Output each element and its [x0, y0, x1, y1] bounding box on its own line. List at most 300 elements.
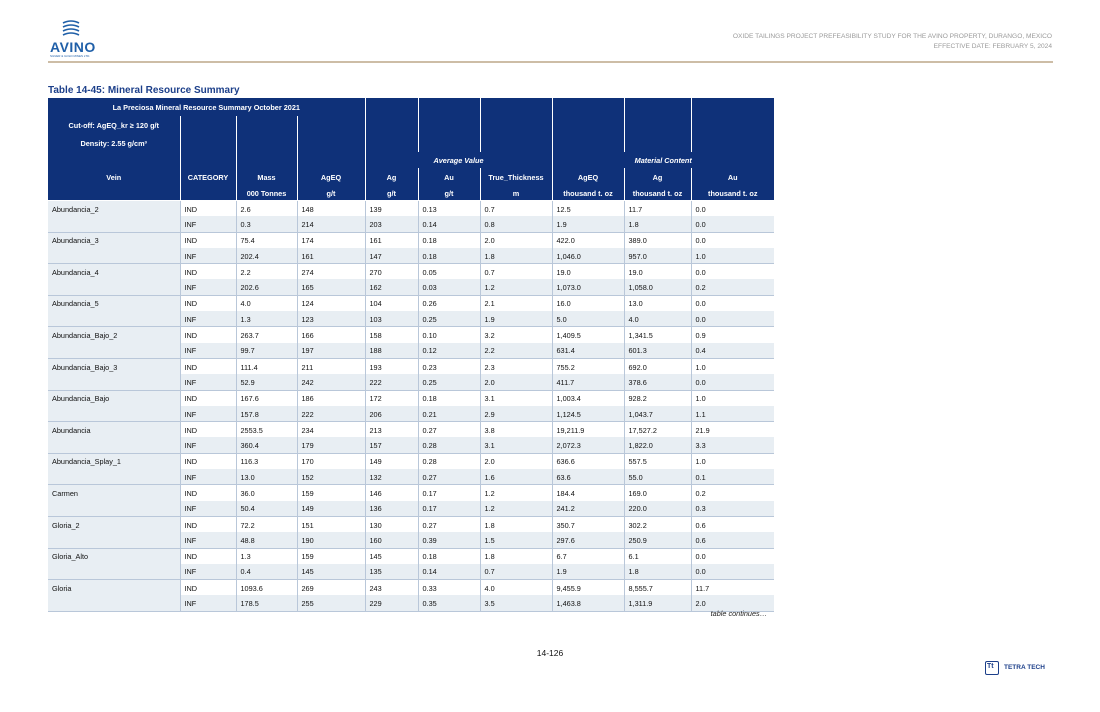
cell-ag-content: 601.3 — [624, 343, 691, 359]
col-header-mass: Mass — [236, 168, 297, 186]
table-row — [48, 548, 774, 564]
cell-thickness: 1.2 — [480, 279, 552, 295]
cell-au-content: 0.6 — [691, 516, 774, 532]
cell-thickness: 3.2 — [480, 327, 552, 343]
cell-au-content: 2.0 — [691, 595, 774, 611]
vein-name: Abundancia_2 — [48, 201, 180, 217]
cell-ageq-content: 19,211.9 — [552, 422, 624, 438]
cell-au-content: 0.0 — [691, 264, 774, 280]
cell-thickness: 4.0 — [480, 580, 552, 596]
cell-category: IND — [180, 485, 236, 501]
cell-mass: 2553.5 — [236, 422, 297, 438]
cell-ag-content: 557.5 — [624, 453, 691, 469]
vein-name: Abundancia — [48, 422, 180, 438]
document-header — [733, 32, 1052, 51]
cell-ag-content: 4.0 — [624, 311, 691, 327]
cell-ag: 158 — [365, 327, 418, 343]
cell-ag-content: 17,527.2 — [624, 422, 691, 438]
cell-ag: 243 — [365, 580, 418, 596]
table-row — [48, 564, 774, 580]
cell-mass: 360.4 — [236, 437, 297, 453]
cell-au-content: 21.9 — [691, 422, 774, 438]
table-row — [48, 422, 774, 438]
cell-au-content: 0.0 — [691, 311, 774, 327]
cell-category: INF — [180, 595, 236, 611]
page-number: 14-126 — [536, 648, 564, 658]
unit-thickness: m — [480, 186, 552, 201]
cell-au-content: 1.0 — [691, 390, 774, 406]
unit-au-content: thousand t. oz — [691, 186, 774, 201]
cell-mass: 52.9 — [236, 374, 297, 390]
cell-category: IND — [180, 422, 236, 438]
col-header-vein: Vein — [48, 168, 180, 186]
cell-au-content: 1.1 — [691, 406, 774, 422]
vein-name-empty — [48, 501, 180, 517]
cell-ageq-content: 1,409.5 — [552, 327, 624, 343]
cell-ageq-content: 241.2 — [552, 501, 624, 517]
cell-thickness: 2.0 — [480, 374, 552, 390]
cell-au-content: 1.0 — [691, 248, 774, 264]
cell-ageq-content: 19.0 — [552, 264, 624, 280]
cell-au-content: 1.0 — [691, 453, 774, 469]
cell-ageq-content: 184.4 — [552, 485, 624, 501]
cell-ageq-content: 1,073.0 — [552, 279, 624, 295]
cell-ag: 206 — [365, 406, 418, 422]
vein-name-empty — [48, 532, 180, 548]
table-row — [48, 390, 774, 406]
cell-ageq-content: 1,046.0 — [552, 248, 624, 264]
cell-au: 0.17 — [418, 501, 480, 517]
cell-thickness: 3.8 — [480, 422, 552, 438]
vein-name-empty — [48, 374, 180, 390]
cell-au: 0.27 — [418, 516, 480, 532]
cell-au-content: 0.1 — [691, 469, 774, 485]
header-rule — [48, 61, 1053, 63]
cell-ag-content: 389.0 — [624, 232, 691, 248]
cell-ageq-content: 1,003.4 — [552, 390, 624, 406]
cell-ag: 136 — [365, 501, 418, 517]
cell-ageq: 170 — [297, 453, 365, 469]
table-row — [48, 437, 774, 453]
cell-ageq: 190 — [297, 532, 365, 548]
cell-mass: 167.6 — [236, 390, 297, 406]
col-header-ageq-content: AgEQ — [552, 168, 624, 186]
header-line-2: EFFECTIVE DATE: FEBRUARY 5, 2024 — [933, 42, 1052, 50]
cell-au-content: 0.0 — [691, 295, 774, 311]
cell-thickness: 0.7 — [480, 201, 552, 217]
table-row — [48, 485, 774, 501]
cell-au: 0.10 — [418, 327, 480, 343]
cell-category: IND — [180, 453, 236, 469]
density-label: Density: 2.55 g/cm³ — [48, 134, 180, 152]
cell-au: 0.18 — [418, 248, 480, 264]
cell-category: INF — [180, 437, 236, 453]
summary-title: La Preciosa Mineral Resource Summary October 2021 — [48, 98, 365, 116]
cell-category: IND — [180, 580, 236, 596]
table-caption: Table 14-45: Mineral Resource Summary — [48, 85, 240, 96]
cell-ageq: 165 — [297, 279, 365, 295]
vein-name-empty — [48, 564, 180, 580]
cell-ageq: 123 — [297, 311, 365, 327]
vein-name-empty — [48, 343, 180, 359]
vein-name: Abundancia_Bajo_3 — [48, 358, 180, 374]
cell-ageq: 242 — [297, 374, 365, 390]
group-average-value: Average Value — [365, 152, 552, 168]
cell-ageq-content: 1.9 — [552, 564, 624, 580]
cell-ageq: 159 — [297, 485, 365, 501]
cell-mass: 2.6 — [236, 201, 297, 217]
cell-ag-content: 11.7 — [624, 201, 691, 217]
cell-mass: 1.3 — [236, 311, 297, 327]
logo-text: AVINO — [50, 39, 96, 55]
vein-name-empty — [48, 406, 180, 422]
vein-name: Abundancia_Bajo — [48, 390, 180, 406]
cell-au: 0.21 — [418, 406, 480, 422]
cell-ageq: 269 — [297, 580, 365, 596]
cell-au: 0.18 — [418, 232, 480, 248]
vein-name: Abundancia_4 — [48, 264, 180, 280]
cell-ageq: 255 — [297, 595, 365, 611]
cell-ag-content: 6.1 — [624, 548, 691, 564]
col-header-ag: Ag — [365, 168, 418, 186]
cell-ageq-content: 411.7 — [552, 374, 624, 390]
cell-thickness: 3.5 — [480, 595, 552, 611]
avino-logo-icon — [60, 20, 82, 38]
unit-ag-content: thousand t. oz — [624, 186, 691, 201]
cell-thickness: 0.7 — [480, 264, 552, 280]
unit-au: g/t — [418, 186, 480, 201]
cell-ageq: 149 — [297, 501, 365, 517]
tetra-tech-text: TETRA TECH — [1004, 664, 1045, 671]
tetra-tech-icon: Tt — [985, 661, 999, 675]
vein-name: Gloria_Alto — [48, 548, 180, 564]
cell-ag-content: 378.6 — [624, 374, 691, 390]
table-row — [48, 595, 774, 611]
col-header-au: Au — [418, 168, 480, 186]
cell-au: 0.17 — [418, 485, 480, 501]
group-material-content: Material Content — [552, 152, 774, 168]
cell-thickness: 1.9 — [480, 311, 552, 327]
cell-mass: 111.4 — [236, 358, 297, 374]
cell-mass: 263.7 — [236, 327, 297, 343]
cell-ageq-content: 9,455.9 — [552, 580, 624, 596]
cell-ageq: 179 — [297, 437, 365, 453]
table-row — [48, 201, 774, 217]
table-row — [48, 295, 774, 311]
cell-ag-content: 928.2 — [624, 390, 691, 406]
logo-subtext: SILVER & GOLD MINES LTD. — [50, 54, 91, 58]
cell-au-content: 11.7 — [691, 580, 774, 596]
cell-ag: 222 — [365, 374, 418, 390]
cell-category: INF — [180, 406, 236, 422]
cell-ageq-content: 636.6 — [552, 453, 624, 469]
table-row — [48, 501, 774, 517]
mineral-resource-table — [48, 98, 774, 612]
cell-ageq-content: 422.0 — [552, 232, 624, 248]
cell-mass: 178.5 — [236, 595, 297, 611]
cell-au-content: 0.0 — [691, 216, 774, 232]
cell-ageq: 148 — [297, 201, 365, 217]
col-header-au-content: Au — [691, 168, 774, 186]
cell-ag: 162 — [365, 279, 418, 295]
cell-mass: 116.3 — [236, 453, 297, 469]
cell-thickness: 2.0 — [480, 232, 552, 248]
cell-ag-content: 1,822.0 — [624, 437, 691, 453]
header-line-1: OXIDE TAILINGS PROJECT PREFEASIBILITY STUDY FOR THE AVINO PROPERTY, DURANGO, MEXICO — [732, 33, 1052, 40]
cell-mass: 0.4 — [236, 564, 297, 580]
table-header — [48, 98, 774, 201]
cell-mass: 99.7 — [236, 343, 297, 359]
table-row — [48, 532, 774, 548]
cell-mass: 202.6 — [236, 279, 297, 295]
cell-au-content: 3.3 — [691, 437, 774, 453]
col-header-ageq: AgEQ — [297, 168, 365, 186]
cell-mass: 1093.6 — [236, 580, 297, 596]
cell-thickness: 1.6 — [480, 469, 552, 485]
cell-au: 0.13 — [418, 201, 480, 217]
cell-au: 0.14 — [418, 564, 480, 580]
cell-thickness: 1.2 — [480, 485, 552, 501]
cell-ageq-content: 6.7 — [552, 548, 624, 564]
cell-category: INF — [180, 469, 236, 485]
cell-mass: 4.0 — [236, 295, 297, 311]
cell-ageq: 174 — [297, 232, 365, 248]
cell-au: 0.28 — [418, 437, 480, 453]
cell-thickness: 1.8 — [480, 248, 552, 264]
cell-category: INF — [180, 501, 236, 517]
cell-ag-content: 1,311.9 — [624, 595, 691, 611]
cell-ageq: 151 — [297, 516, 365, 532]
cell-au-content: 0.9 — [691, 327, 774, 343]
cell-ageq: 274 — [297, 264, 365, 280]
cell-ag: 130 — [365, 516, 418, 532]
cell-au-content: 0.0 — [691, 374, 774, 390]
vein-name-empty — [48, 248, 180, 264]
vein-name: Abundancia_Bajo_2 — [48, 327, 180, 343]
cell-au: 0.05 — [418, 264, 480, 280]
table-row — [48, 406, 774, 422]
cell-thickness: 1.2 — [480, 501, 552, 517]
cell-ag: 132 — [365, 469, 418, 485]
cell-ag: 149 — [365, 453, 418, 469]
cell-ag: 193 — [365, 358, 418, 374]
cell-ag-content: 8,555.7 — [624, 580, 691, 596]
cell-ageq-content: 1,463.8 — [552, 595, 624, 611]
table-body — [48, 201, 774, 612]
cell-mass: 2.2 — [236, 264, 297, 280]
unit-ag: g/t — [365, 186, 418, 201]
cell-ageq: 186 — [297, 390, 365, 406]
cell-ag-content: 1.8 — [624, 216, 691, 232]
cell-au: 0.12 — [418, 343, 480, 359]
vein-name: Gloria — [48, 580, 180, 596]
cell-ag-content: 250.9 — [624, 532, 691, 548]
avino-logo — [50, 20, 95, 60]
cell-ageq-content: 12.5 — [552, 201, 624, 217]
cell-ag: 270 — [365, 264, 418, 280]
cell-ag: 161 — [365, 232, 418, 248]
cell-ag: 188 — [365, 343, 418, 359]
table-row — [48, 279, 774, 295]
cell-ag: 146 — [365, 485, 418, 501]
cell-ag-content: 220.0 — [624, 501, 691, 517]
cell-category: INF — [180, 374, 236, 390]
cell-mass: 157.8 — [236, 406, 297, 422]
cell-thickness: 1.8 — [480, 516, 552, 532]
cell-ag: 147 — [365, 248, 418, 264]
cell-au-content: 0.0 — [691, 564, 774, 580]
cell-au: 0.25 — [418, 374, 480, 390]
cell-category: IND — [180, 516, 236, 532]
cell-thickness: 2.0 — [480, 453, 552, 469]
cell-ageq: 166 — [297, 327, 365, 343]
cell-ageq: 152 — [297, 469, 365, 485]
vein-name-empty — [48, 216, 180, 232]
cell-au: 0.18 — [418, 548, 480, 564]
cell-ageq-content: 1.9 — [552, 216, 624, 232]
cell-ag: 229 — [365, 595, 418, 611]
cell-mass: 75.4 — [236, 232, 297, 248]
cell-mass: 1.3 — [236, 548, 297, 564]
cell-ageq-content: 755.2 — [552, 358, 624, 374]
cell-ag-content: 13.0 — [624, 295, 691, 311]
cell-ageq: 214 — [297, 216, 365, 232]
cell-ageq-content: 5.0 — [552, 311, 624, 327]
cell-ageq: 234 — [297, 422, 365, 438]
cell-mass: 202.4 — [236, 248, 297, 264]
cell-category: IND — [180, 358, 236, 374]
cell-ageq-content: 631.4 — [552, 343, 624, 359]
cell-au: 0.28 — [418, 453, 480, 469]
cell-ag-content: 1.8 — [624, 564, 691, 580]
cell-au: 0.33 — [418, 580, 480, 596]
cell-ag-content: 169.0 — [624, 485, 691, 501]
cell-thickness: 2.2 — [480, 343, 552, 359]
cell-category: INF — [180, 216, 236, 232]
cell-category: INF — [180, 311, 236, 327]
cell-thickness: 0.8 — [480, 216, 552, 232]
cell-au-content: 1.0 — [691, 358, 774, 374]
vein-name: Abundancia_5 — [48, 295, 180, 311]
cell-ag-content: 692.0 — [624, 358, 691, 374]
cell-ag-content: 1,043.7 — [624, 406, 691, 422]
cell-ag: 157 — [365, 437, 418, 453]
cell-ageq: 159 — [297, 548, 365, 564]
cell-ageq-content: 350.7 — [552, 516, 624, 532]
cell-category: IND — [180, 327, 236, 343]
cell-ageq-content: 2,072.3 — [552, 437, 624, 453]
cell-ag: 104 — [365, 295, 418, 311]
vein-name-empty — [48, 437, 180, 453]
cell-ag: 139 — [365, 201, 418, 217]
cell-au: 0.27 — [418, 469, 480, 485]
cell-category: INF — [180, 343, 236, 359]
unit-ageq-content: thousand t. oz — [552, 186, 624, 201]
cell-au: 0.18 — [418, 390, 480, 406]
table-row — [48, 264, 774, 280]
cell-au-content: 0.0 — [691, 548, 774, 564]
cell-ageq-content: 63.6 — [552, 469, 624, 485]
cell-category: IND — [180, 264, 236, 280]
cell-ag: 103 — [365, 311, 418, 327]
cell-ageq-content: 1,124.5 — [552, 406, 624, 422]
vein-name-empty — [48, 595, 180, 611]
cell-category: INF — [180, 564, 236, 580]
table-row — [48, 343, 774, 359]
cell-au: 0.25 — [418, 311, 480, 327]
cell-au: 0.14 — [418, 216, 480, 232]
cell-au: 0.23 — [418, 358, 480, 374]
col-header-category: CATEGORY — [180, 168, 236, 186]
table-row — [48, 516, 774, 532]
table-row — [48, 374, 774, 390]
cell-ag: 172 — [365, 390, 418, 406]
cell-ag: 135 — [365, 564, 418, 580]
cell-ag: 160 — [365, 532, 418, 548]
vein-name: Abundancia_3 — [48, 232, 180, 248]
cell-ageq: 124 — [297, 295, 365, 311]
cell-ag-content: 55.0 — [624, 469, 691, 485]
col-header-thickness: True_Thickness — [480, 168, 552, 186]
cell-au-content: 0.4 — [691, 343, 774, 359]
cell-mass: 48.8 — [236, 532, 297, 548]
cell-ageq-content: 16.0 — [552, 295, 624, 311]
cell-mass: 36.0 — [236, 485, 297, 501]
vein-name: Carmen — [48, 485, 180, 501]
unit-mass: 000 Tonnes — [236, 186, 297, 201]
cell-ag: 203 — [365, 216, 418, 232]
cell-ageq: 161 — [297, 248, 365, 264]
table-row — [48, 216, 774, 232]
cell-thickness: 2.9 — [480, 406, 552, 422]
cell-au: 0.35 — [418, 595, 480, 611]
cell-ageq: 211 — [297, 358, 365, 374]
cell-ag-content: 302.2 — [624, 516, 691, 532]
table-row — [48, 232, 774, 248]
cell-category: IND — [180, 201, 236, 217]
unit-ageq: g/t — [297, 186, 365, 201]
cell-category: IND — [180, 295, 236, 311]
cell-thickness: 2.3 — [480, 358, 552, 374]
cell-thickness: 3.1 — [480, 437, 552, 453]
cell-ageq: 197 — [297, 343, 365, 359]
cell-mass: 0.3 — [236, 216, 297, 232]
cell-mass: 13.0 — [236, 469, 297, 485]
vein-name: Abundancia_Splay_1 — [48, 453, 180, 469]
table-row — [48, 327, 774, 343]
cell-category: IND — [180, 548, 236, 564]
cell-mass: 72.2 — [236, 516, 297, 532]
cell-category: INF — [180, 248, 236, 264]
cell-category: IND — [180, 390, 236, 406]
cell-category: IND — [180, 232, 236, 248]
cutoff-label: Cut-off: AgEQ_kr ≥ 120 g/t — [48, 116, 180, 134]
vein-name: Gloria_2 — [48, 516, 180, 532]
cell-ag: 145 — [365, 548, 418, 564]
cell-ag-content: 19.0 — [624, 264, 691, 280]
table-row — [48, 453, 774, 469]
cell-thickness: 2.1 — [480, 295, 552, 311]
cell-au-content: 0.2 — [691, 485, 774, 501]
table-row — [48, 580, 774, 596]
vein-name-empty — [48, 279, 180, 295]
cell-ag-content: 1,058.0 — [624, 279, 691, 295]
cell-au: 0.03 — [418, 279, 480, 295]
cell-au: 0.27 — [418, 422, 480, 438]
cell-au-content: 0.0 — [691, 232, 774, 248]
cell-thickness: 1.8 — [480, 548, 552, 564]
col-header-ag-content: Ag — [624, 168, 691, 186]
